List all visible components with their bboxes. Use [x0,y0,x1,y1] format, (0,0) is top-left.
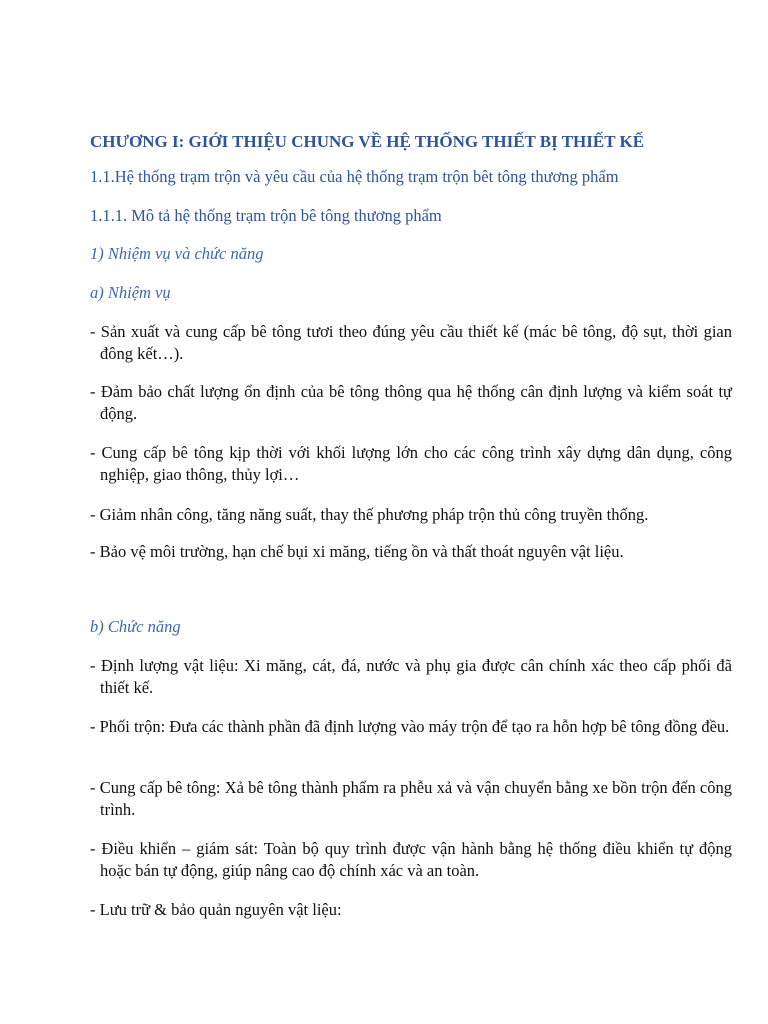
function-item: - Lưu trữ & bảo quản nguyên vật liệu: [90,900,342,919]
section-heading-1-1: 1.1.Hệ thống trạm trộn và yêu cầu của hệ thống trạm trộn bêt tông thương phẩm [90,167,619,186]
task-item: - Giảm nhân công, tăng năng suất, thay thế phương pháp trộn thủ công truyền thống. [90,505,649,524]
task-item: - Bảo vệ môi trường, hạn chế bụi xi măng, tiếng ồn và thất thoát nguyên vật liệu. [90,542,624,561]
task-item: - Cung cấp bê tông kịp thời với khối lượng lớn cho các công trình xây dựng dân dụng, công nghiệp, giao thông, thủy lợi… [90,443,732,484]
function-item: - Cung cấp bê tông: Xả bê tông thành phẩm ra phễu xả và vận chuyển bằng xe bồn trộn đến công trình. [90,778,732,819]
function-item: - Phối trộn: Đưa các thành phần đã định lượng vào máy trộn để tạo ra hỗn hợp bê tông đồng đều. [90,717,730,736]
subheading-duties-functions: 1) Nhiệm vụ và chức năng [90,244,264,263]
function-item: - Định lượng vật liệu: Xi măng, cát, đá, nước và phụ gia được cân chính xác theo cấp phối đã thiết kế. [90,656,732,697]
section-heading-1-1-1: 1.1.1. Mô tả hệ thống trạm trộn bê tông thương phẩm [90,206,442,225]
task-item: - Sản xuất và cung cấp bê tông tươi theo đúng yêu cầu thiết kế (mác bê tông, độ sụt, thời gian đông kết…). [90,322,732,363]
subheading-functions: b) Chức năng [90,617,181,636]
task-item: - Đảm bảo chất lượng ổn định của bê tông thông qua hệ thống cân định lượng và kiểm soát tự động. [90,382,732,423]
chapter-title: CHƯƠNG I: GIỚI THIỆU CHUNG VỀ HỆ THỐNG THIẾT BỊ THIẾT KẾ [90,132,645,151]
function-item: - Điều khiển – giám sát: Toàn bộ quy trình được vận hành bằng hệ thống điều khiển tự động hoặc bán tự động, giúp nâng cao độ chính xác và an toàn. [90,839,732,880]
subheading-duties: a) Nhiệm vụ [90,283,171,302]
